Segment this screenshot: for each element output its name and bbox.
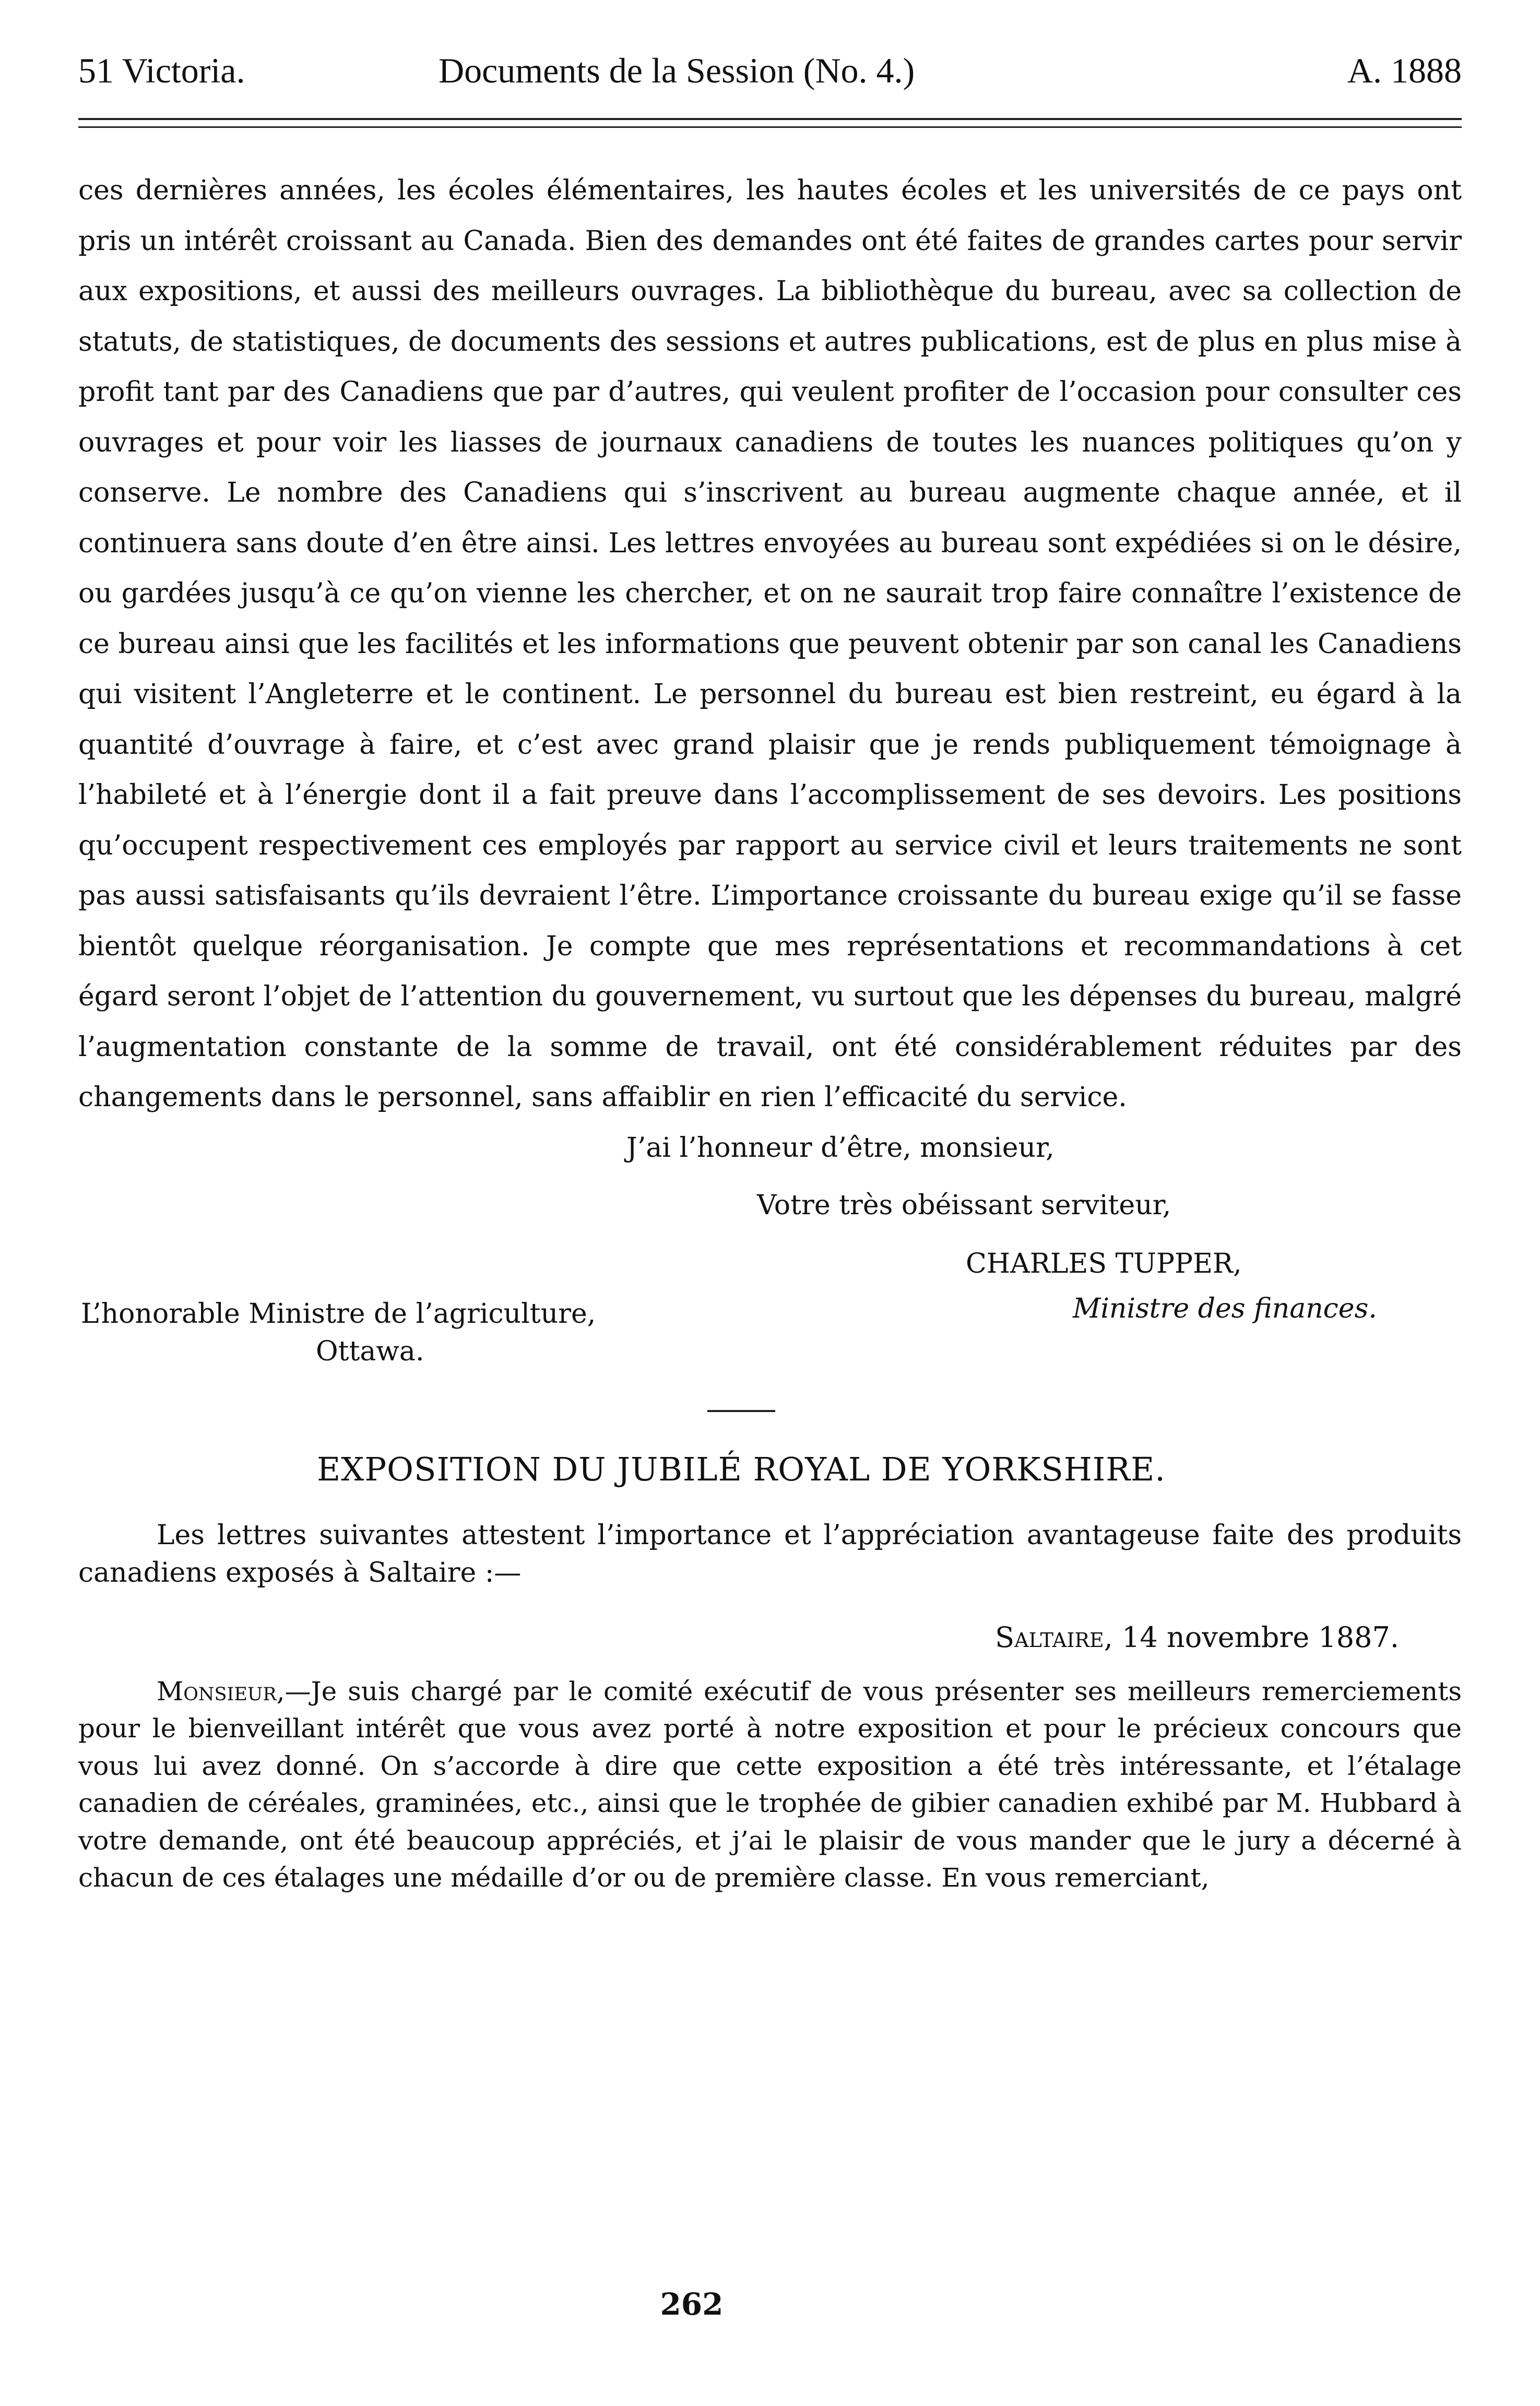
header-year: A. 1888 [1347,51,1462,90]
signature-title: Ministre des finances. [1073,1293,1377,1324]
dateline-place: Saltaire, [995,1620,1113,1654]
letter-dateline [78,1617,1462,1658]
header-publication-title: Documents de la Session (No. 4.) [439,51,915,90]
signature-name: CHARLES TUPPER, [966,1248,1242,1279]
letter-salutation: Monsieur, [157,1676,285,1706]
saltaire-letter [78,1673,1462,1897]
section-title: EXPOSITION DU JUBILÉ ROYAL DE YORKSHIRE. [317,1450,1166,1488]
closing-formula: J’ai l’honneur d’être, monsieur, [626,1132,1055,1164]
addressee-recipient: L’honorable Ministre de l’agriculture, [81,1298,596,1330]
page-number: 262 [660,2286,724,2322]
addressee-block [78,1295,1462,1379]
section-divider [707,1410,775,1412]
report-body [78,165,1462,1123]
running-header [78,42,1462,99]
dateline-date: 14 novembre 1887. [1112,1620,1399,1654]
letter-text: —Je suis chargé par le comité exécutif de vous présenter ses meilleurs remerciements pour le bienveillant intérêt que vous avez porté à notre exposition et pour le précieux concours que vous lui avez donné. On s’accorde à dire que cette exposition a été très intéressante, et l’étalage canadien de céréales, graminées, etc., ainsi que le trophée de gibier canadien exhibé par M. Hubbard à votre demande, ont été beaucoup appréciés, et j’ai le plaisir de vous mander que le jury a décerné à chacun de ces étalages une médaille d’or ou de première classe. En vous remerciant, [78,1676,1462,1893]
report-paragraph: ces dernières années, les écoles élémentaires, les hautes écoles et les universités de ce pays ont pris un intérêt croissant au Canada. Bien des demandes ont été faites de grandes cartes pour servir aux expositions, et aussi des meilleurs ouvrages. La bibliothèque du bureau, avec sa collection de statuts, de statistiques, de documents des sessions et autres publications, est de plus en plus mise à profit tant par des Canadiens que par d’autres, qui veulent profiter de l’occasion pour consulter ces ouvrages et pour voir les liasses de journaux canadiens de toutes les nuances politiques qu’on y conserve. Le nombre des Canadiens qui s’inscrivent au bureau augmente chaque année, et il continuera sans doute d’en être ainsi. Les lettres envoyées au bureau sont expédiées si on le désire, ou gardées jusqu’à ce qu’on vienne les chercher, et on ne saurait trop faire connaître l’existence de ce bureau ainsi que les facilités et les informations que peuvent obtenir par son canal les Canadiens qui visitent l’Angleterre et le continent. Le personnel du bureau est bien restreint, eu égard à la quantité d’ouvrage à faire, et c’est avec grand plaisir que je rends publiquement témoignage à l’habileté et à l’énergie dont il a fait preuve dans l’accomplissement de ses devoirs. Les positions qu’occupent respectivement ces employés par rapport au service civil et leurs traitements ne sont pas aussi satisfaisants qu’ils devraient l’être. L’importance croissante du bureau exige qu’il se fasse bientôt quelque réorganisation. Je compte que mes représentations et recommandations à cet égard seront l’objet de l’attention du gouvernement, vu surtout que les dépenses du bureau, malgré l’augmentation constante de la somme de travail, ont été considérablement réduites par des changements dans le personnel, sans affaiblir en rien l’efficacité du service. [78,175,1462,1113]
addressee-city: Ottawa. [316,1335,424,1367]
section-intro: Les lettres suivantes attestent l’importance et l’appréciation avantageuse faite des produits canadiens exposés à Saltaire :— [78,1519,1462,1589]
header-double-rule [78,118,1462,128]
closing-servant: Votre très obéissant serviteur, [757,1189,1171,1221]
header-regnal-year: 51 Victoria. [78,51,245,90]
document-page [78,42,1462,1897]
